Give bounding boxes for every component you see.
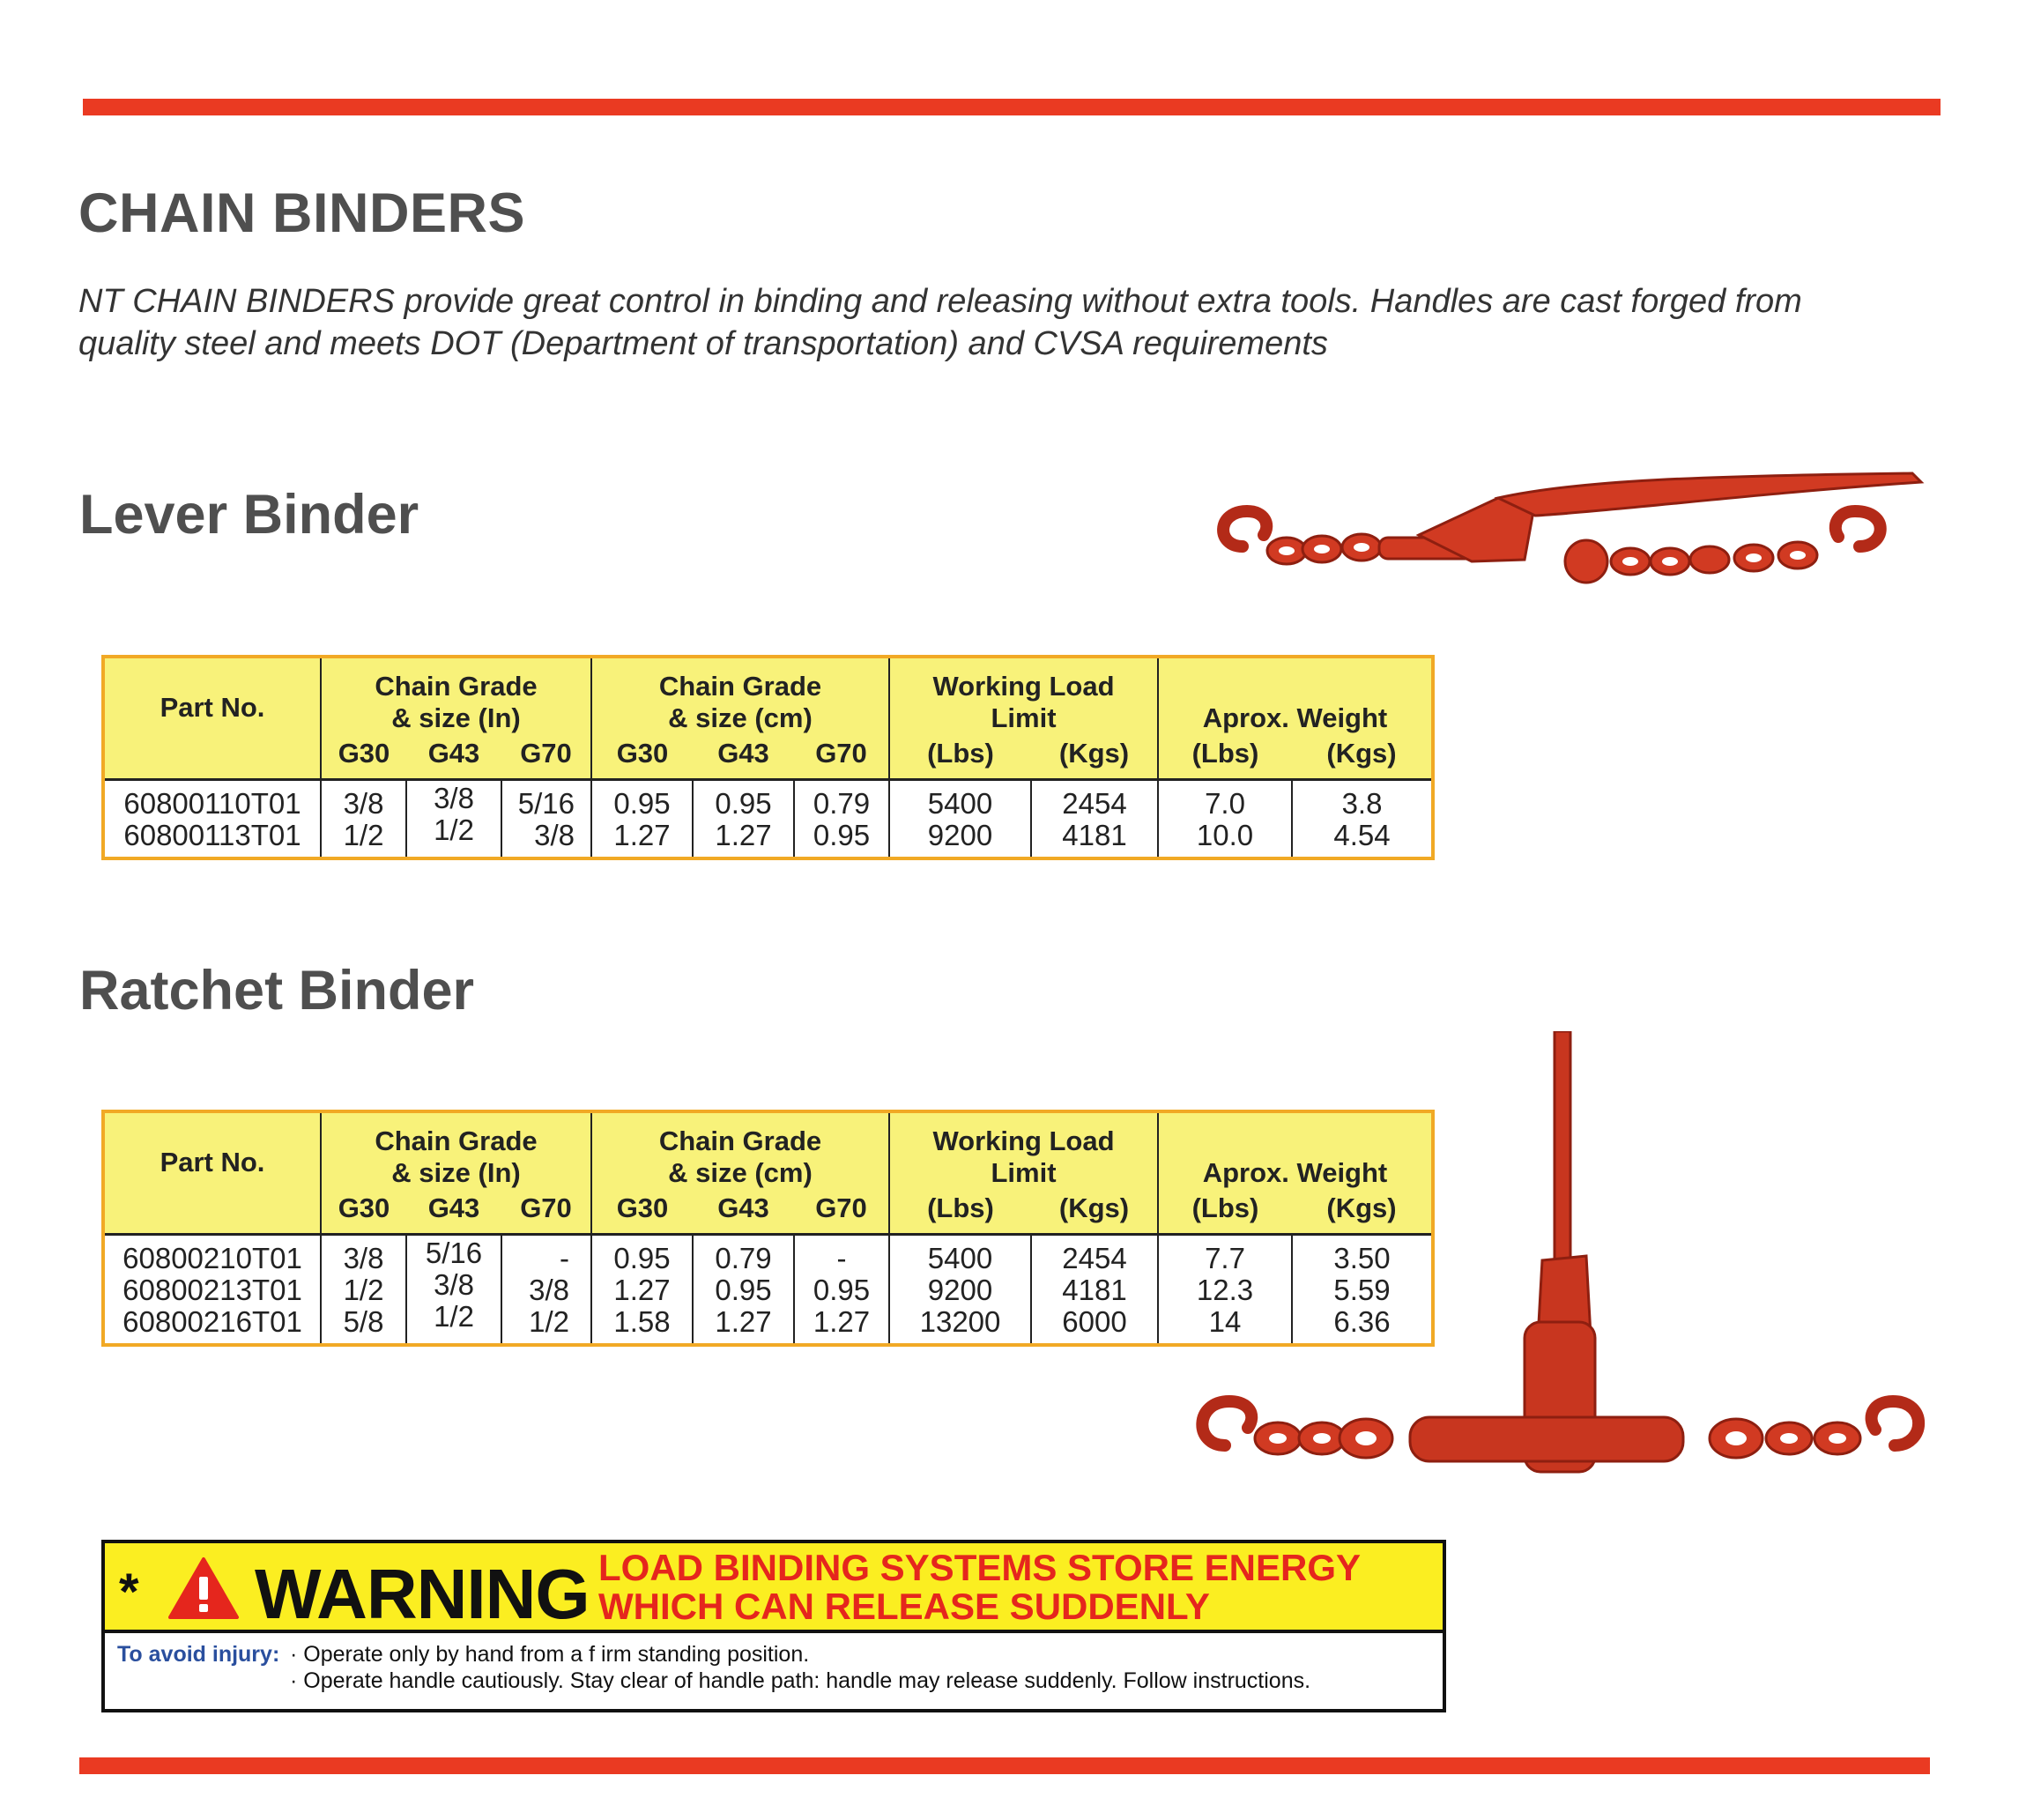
col-grade-cm	[591, 657, 889, 734]
col-wll-lbs: (Lbs)	[889, 1189, 1031, 1235]
warning-title: WARNING	[255, 1555, 590, 1633]
col-part-no-spacer	[103, 734, 321, 780]
col-wt-lbs: (Lbs)	[1158, 734, 1292, 780]
lever-data-row	[103, 780, 1433, 859]
intro-paragraph	[78, 280, 1947, 365]
table-value: 5/8	[343, 1305, 384, 1338]
warning-box	[101, 1540, 1446, 1712]
col-wll-lbs: (Lbs)	[889, 734, 1031, 780]
col-in-g30: G30	[321, 1189, 406, 1235]
col-grade-in-line2: & size (In)	[391, 1157, 521, 1188]
table-value: 60800216T01	[122, 1305, 302, 1338]
col-wll-kgs: (Kgs)	[1031, 1189, 1158, 1235]
table-value: 9200	[927, 819, 993, 851]
table-value: 1.27	[613, 819, 671, 851]
table-value: 7.0	[1205, 787, 1245, 820]
table-value: 1.27	[715, 1305, 772, 1338]
cell-cm-g70	[794, 780, 889, 859]
table-value: 60800113T01	[123, 819, 301, 851]
table-value: 1.27	[715, 819, 772, 851]
cell-cm-g43	[693, 780, 794, 859]
ratchet-data-row	[103, 1235, 1433, 1346]
col-grade-in	[321, 1111, 591, 1189]
lever-header-sub-row	[103, 734, 1433, 780]
cell-wll-kgs	[1031, 780, 1158, 859]
cell-cm-g30	[591, 780, 693, 859]
col-grade-in-line1: Chain Grade	[375, 1125, 538, 1156]
table-value: 12.3	[1196, 1274, 1254, 1306]
warning-asterisk: *	[119, 1564, 139, 1621]
table-value: 4.54	[1333, 819, 1391, 851]
intro-line-2: quality steel and meets DOT (Department of transportation) and CVSA requirements	[78, 325, 1328, 362]
warning-message	[598, 1549, 1361, 1626]
col-grade-cm-line1: Chain Grade	[658, 1125, 822, 1156]
ratchet-binder-heading: Ratchet Binder	[79, 960, 475, 1021]
table-value: 0.95	[715, 1274, 772, 1306]
page-title: CHAIN BINDERS	[78, 182, 526, 244]
table-value: 5/16	[517, 787, 575, 820]
ratchet-binder-table	[101, 1110, 1435, 1347]
table-value: 60800210T01	[122, 1242, 302, 1274]
col-weight: Aprox. Weight	[1158, 1111, 1433, 1189]
table-value: 60800110T01	[123, 787, 301, 820]
warning-message-line1: LOAD BINDING SYSTEMS STORE ENERGY	[598, 1547, 1361, 1588]
col-in-g70: G70	[501, 1189, 591, 1235]
instruction-line-1: · Operate only by hand from a f irm standing position.	[290, 1642, 810, 1667]
lever-binder-table	[101, 655, 1435, 860]
table-value: 1/2	[529, 1305, 569, 1338]
table-value: 5/16	[425, 1237, 483, 1269]
table-value: 9200	[927, 1274, 993, 1306]
col-grade-cm-line2: & size (cm)	[668, 1157, 813, 1188]
table-value: 2454	[1062, 787, 1127, 820]
table-value: 6.36	[1333, 1305, 1391, 1338]
table-value: 1.27	[813, 1305, 871, 1338]
table-value: 3/8	[343, 787, 384, 820]
table-value: 5400	[927, 787, 993, 820]
col-part-no: Part No.	[103, 1111, 321, 1189]
top-accent-rule	[83, 99, 1941, 115]
instruction-line-2: · Operate handle cautiously. Stay clear of handle path: handle may release suddenly. Follow instructions.	[290, 1668, 1311, 1693]
bottom-accent-rule	[79, 1757, 1930, 1774]
col-weight: Aprox. Weight	[1158, 657, 1433, 734]
col-cm-g43: G43	[693, 734, 794, 780]
table-value: 6000	[1062, 1305, 1127, 1338]
table-value: 5400	[927, 1242, 993, 1274]
col-wll-line1: Working Load	[932, 671, 1115, 702]
table-value: 14	[1208, 1305, 1242, 1338]
col-part-no-spacer	[103, 1189, 321, 1235]
cell-in-g70	[501, 1235, 591, 1346]
table-value: 1/2	[343, 1274, 384, 1306]
col-wt-lbs: (Lbs)	[1158, 1189, 1292, 1235]
cell-wll-kgs	[1031, 1235, 1158, 1346]
col-cm-g30: G30	[591, 734, 693, 780]
cell-wll-lbs	[889, 1235, 1031, 1346]
col-part-no: Part No.	[103, 657, 321, 734]
table-value: 3/8	[534, 819, 575, 851]
table-value: 2454	[1062, 1242, 1127, 1274]
table-value: 4181	[1062, 819, 1127, 851]
col-in-g70: G70	[501, 734, 591, 780]
table-value: 0.95	[613, 787, 671, 820]
table-value: 7.7	[1205, 1242, 1245, 1274]
ratchet-header-sub-row	[103, 1189, 1433, 1235]
col-wt-kgs: (Kgs)	[1292, 1189, 1433, 1235]
col-cm-g70: G70	[794, 1189, 889, 1235]
table-value: 3/8	[434, 782, 474, 814]
cell-cm-g43	[693, 1235, 794, 1346]
cell-wll-lbs	[889, 780, 1031, 859]
cell-wt-kgs	[1292, 780, 1433, 859]
table-value: 0.95	[715, 787, 772, 820]
cell-in-g43	[406, 780, 501, 859]
table-value: 0.79	[715, 1242, 772, 1274]
col-grade-cm-line2: & size (cm)	[668, 702, 813, 733]
col-grade-in-line2: & size (In)	[391, 702, 521, 733]
cell-wt-kgs	[1292, 1235, 1433, 1346]
table-value: 10.0	[1196, 819, 1254, 851]
col-in-g43: G43	[406, 734, 501, 780]
col-wll-line2: Limit	[991, 1157, 1057, 1188]
table-value: -	[560, 1242, 569, 1274]
col-cm-g43: G43	[693, 1189, 794, 1235]
table-value: 1/2	[434, 813, 474, 846]
cell-part-no	[103, 1235, 321, 1346]
table-value: 1.27	[613, 1274, 671, 1306]
cell-cm-g70	[794, 1235, 889, 1346]
col-wll	[889, 1111, 1158, 1189]
lever-binder-heading: Lever Binder	[79, 484, 419, 546]
table-value: 13200	[919, 1305, 1001, 1338]
col-wll-line2: Limit	[991, 702, 1057, 733]
lever-header-group-row	[103, 657, 1433, 734]
table-value: 4181	[1062, 1274, 1127, 1306]
col-grade-cm	[591, 1111, 889, 1189]
table-value: 0.95	[813, 819, 871, 851]
table-value: 1/2	[343, 819, 384, 851]
lever-binder-photo	[1207, 463, 1930, 613]
table-value: 3/8	[529, 1274, 569, 1306]
cell-in-g70	[501, 780, 591, 859]
table-value: 1.58	[613, 1305, 671, 1338]
col-grade-cm-line1: Chain Grade	[658, 671, 822, 702]
table-value: 0.95	[613, 1242, 671, 1274]
col-wll-line1: Working Load	[932, 1125, 1115, 1156]
cell-cm-g30	[591, 1235, 693, 1346]
cell-part-no	[103, 780, 321, 859]
warning-triangle-icon	[167, 1556, 241, 1621]
table-value: 0.79	[813, 787, 871, 820]
col-grade-in	[321, 657, 591, 734]
table-value: 5.59	[1333, 1274, 1391, 1306]
table-value: 3/8	[343, 1242, 384, 1274]
table-value: 3/8	[434, 1268, 474, 1301]
cell-wt-lbs	[1158, 780, 1292, 859]
warning-message-line2: WHICH CAN RELEASE SUDDENLY	[598, 1586, 1210, 1627]
cell-wt-lbs	[1158, 1235, 1292, 1346]
cell-in-g30	[321, 1235, 406, 1346]
avoid-injury-label: To avoid injury:	[117, 1642, 280, 1667]
cell-in-g43	[406, 1235, 501, 1346]
col-wll	[889, 657, 1158, 734]
ratchet-header-group-row	[103, 1111, 1433, 1189]
col-cm-g70: G70	[794, 734, 889, 780]
table-value: -	[836, 1242, 847, 1274]
table-value: 3.50	[1333, 1242, 1391, 1274]
col-cm-g30: G30	[591, 1189, 693, 1235]
table-value: 60800213T01	[122, 1274, 302, 1306]
warning-banner	[105, 1543, 1443, 1633]
intro-line-1: NT CHAIN BINDERS provide great control in binding and releasing without extra tools. Handles are cast forged from	[78, 283, 1802, 320]
table-value: 0.95	[813, 1274, 871, 1306]
table-value: 3.8	[1341, 787, 1383, 820]
cell-in-g30	[321, 780, 406, 859]
col-wt-kgs: (Kgs)	[1292, 734, 1433, 780]
col-in-g30: G30	[321, 734, 406, 780]
col-grade-in-line1: Chain Grade	[375, 671, 538, 702]
table-value: 1/2	[434, 1300, 474, 1333]
col-in-g43: G43	[406, 1189, 501, 1235]
col-wll-kgs: (Kgs)	[1031, 734, 1158, 780]
